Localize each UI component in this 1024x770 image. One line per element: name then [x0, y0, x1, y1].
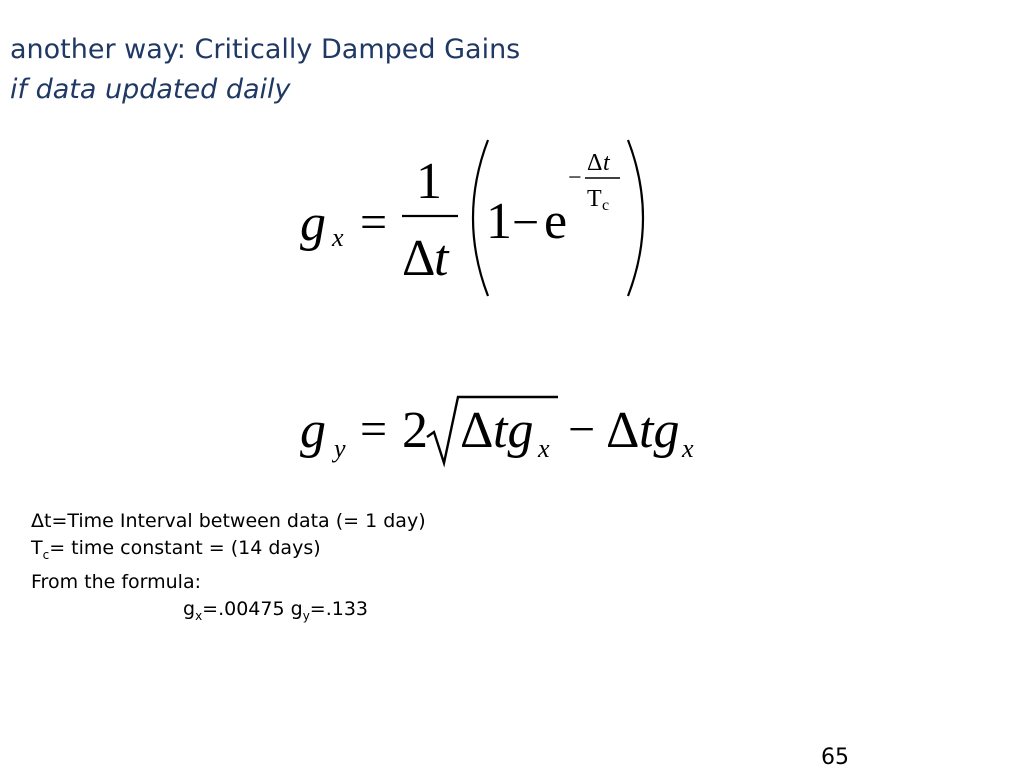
eq1-numerator: 1 [416, 153, 442, 210]
notes-block [31, 508, 426, 630]
note-delta-t [31, 508, 426, 535]
equation-gy [290, 385, 710, 475]
eq1-exp-sign: − [568, 165, 582, 191]
eq2-term-subscript: x [682, 434, 694, 463]
gx-subscript: x [195, 608, 203, 623]
title-line-2: if data updated daily [10, 74, 291, 105]
gy-subscript: y [302, 608, 310, 623]
eq1-exp-num-t: t [603, 150, 610, 176]
eq2-coefficient: 2 [402, 402, 428, 459]
eq1-minus: − [512, 196, 540, 249]
eq1-one: 1 [486, 193, 512, 250]
eq1-right-paren [628, 140, 643, 296]
note-from-formula: From the formula: [31, 570, 201, 593]
page-number: 65 [821, 745, 849, 770]
equation-gx [290, 130, 670, 310]
eq2-lhs-subscript: y [334, 434, 346, 463]
eq1-lhs-subscript: x [332, 223, 344, 252]
gy-value: =.133 [309, 597, 369, 620]
eq1-denominator-t: t [434, 230, 449, 287]
gx-value: =.00475 [202, 597, 291, 620]
note-tc-text: = time constant = (14 days) [49, 537, 321, 559]
eq2-equals: = [360, 403, 388, 456]
slide-title [10, 30, 520, 110]
note-delta-text: t=Time Interval between data (= 1 day) [44, 510, 426, 532]
eq2-sqrt-subscript: x [538, 434, 550, 463]
note-time-constant [31, 535, 426, 569]
note-tc-sub: c [42, 547, 50, 562]
eq1-exp-den-T: T [587, 186, 602, 212]
eq2-sqrt-delta: Δ [460, 402, 494, 459]
title-line-1: another way: Critically Damped Gains [10, 34, 521, 65]
eq1-exp-den-sub: c [602, 197, 610, 214]
eq2-minus: − [568, 403, 596, 456]
eq2-delta: Δ [606, 402, 640, 459]
eq2-sqrt-term: tg [493, 402, 534, 459]
note-tc-T: T [31, 537, 43, 559]
eq1-lhs-g: g [300, 195, 326, 252]
eq1-equals: = [360, 196, 388, 249]
eq1-base-e: e [544, 193, 568, 250]
note-delta-symbol: Δ [31, 510, 44, 532]
eq1-exp-num-delta: Δ [587, 150, 603, 176]
note-gain-values [31, 596, 426, 630]
gx-symbol: g [183, 597, 196, 620]
eq1-denominator-delta: Δ [402, 230, 436, 287]
eq2-lhs-g: g [300, 402, 326, 459]
eq2-term: tg [639, 402, 680, 459]
gy-symbol: g [290, 597, 303, 620]
